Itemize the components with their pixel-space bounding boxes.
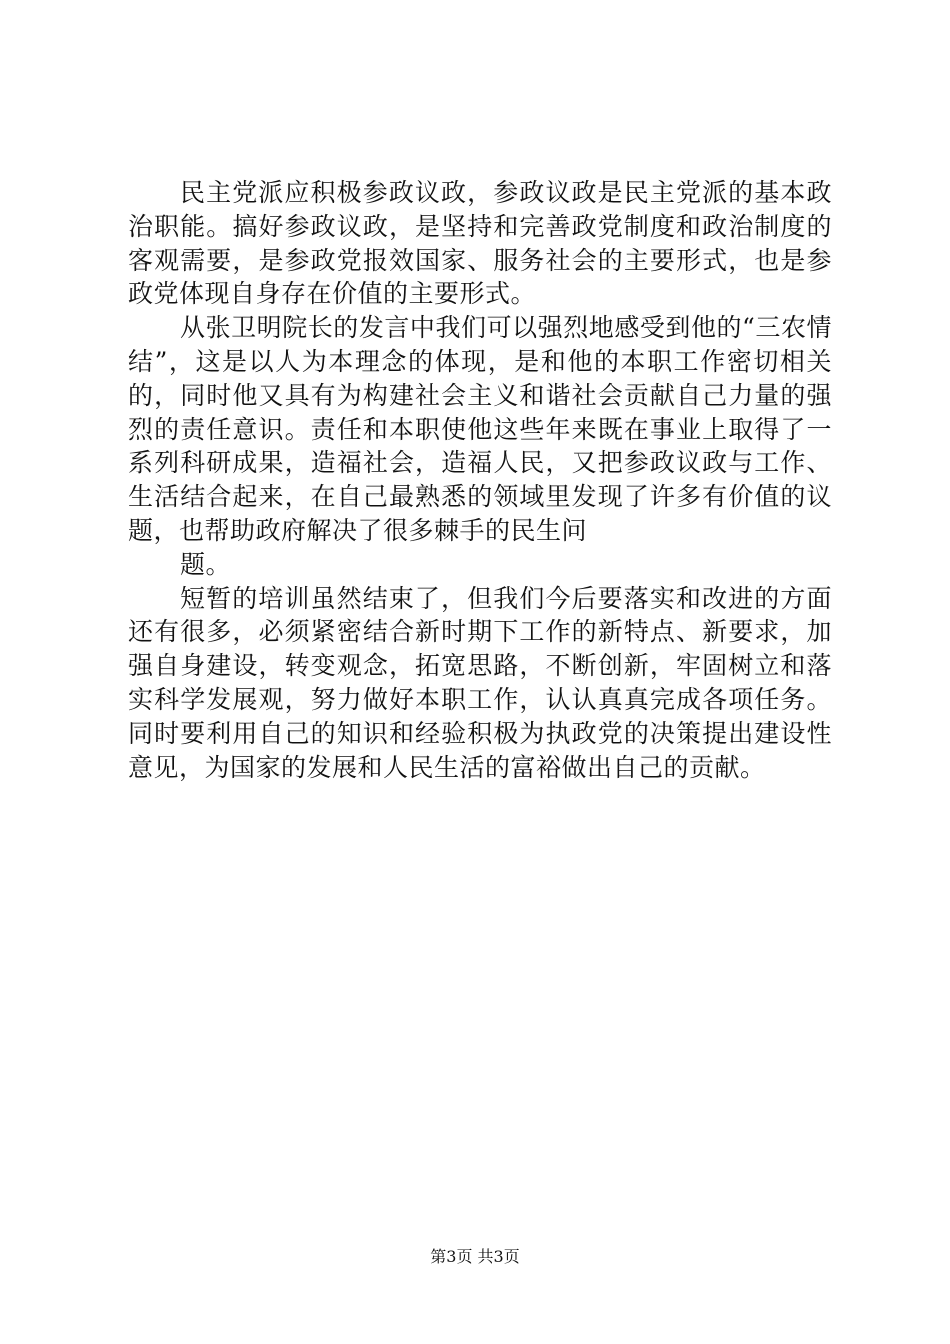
paragraph-2: 从张卫明院长的发言中我们可以强烈地感受到他的“三农情结”，这是以人为本理念的体现，是和他的本职工作密切相关的，同时他又具有为构建社会主义和谐社会贡献自己力量的强烈的责任意识。责任和本职使他这些年来既在事业上取得了一系列科研成果，造福社会，造福人民，又把参政议政与工作、生活结合起来，在自己最熟悉的领域里发现了许多有价值的议题，也帮助政府解决了很多棘手的民生问: [128, 313, 832, 545]
paragraph-2-continuation: 题。: [180, 549, 232, 579]
paragraph-3: 短暂的培训虽然结束了，但我们今后要落实和改进的方面还有很多，必须紧密结合新时期下工作的新特点、新要求，加强自身建设，转变观念，拓宽思路，不断创新，牢固树立和落实科学发展观，努力做好本职工作，认认真真完成各项任务。同时要利用自己的知识和经验积极为执政党的决策提出建设性意见，为国家的发展和人民生活的富裕做出自己的贡献。: [128, 583, 832, 782]
document-body: [128, 176, 832, 784]
paragraph-1: 民主党派应积极参政议政，参政议政是民主党派的基本政治职能。搞好参政议政，是坚持和完善政党制度和政治制度的客观需要，是参政党报效国家、服务社会的主要形式，也是参政党体现自身存在价值的主要形式。: [128, 178, 832, 309]
page-footer: 第3页 共3页: [430, 1247, 520, 1266]
